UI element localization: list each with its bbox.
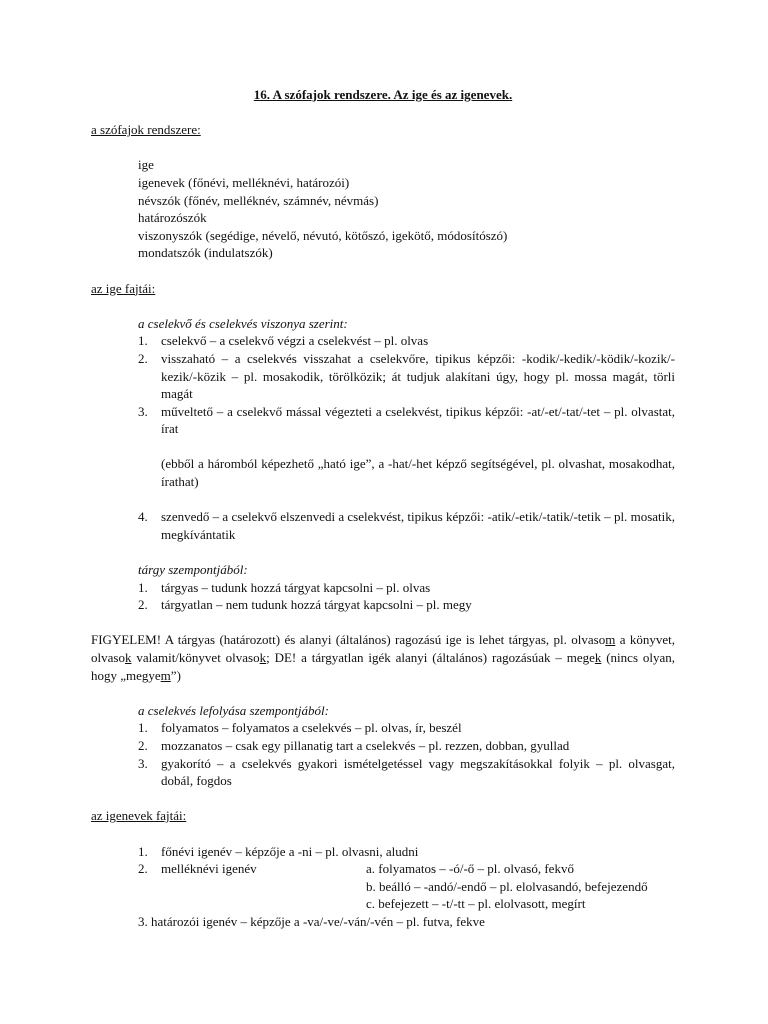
list-item [138,350,675,403]
subsection-heading-targy: tárgy szempontjából: [138,562,248,578]
list-item: ige [138,157,154,173]
list-item: mondatszók (indulatszók) [138,245,273,261]
list-text: főnévi igenév – képzője a -ni – pl. olvasni, aludni [161,843,419,859]
list-item [138,878,675,896]
list-number: 2. [138,350,148,366]
list-item: határozószók [138,210,207,226]
underlined-suffix: k [259,650,267,665]
warning-text: FIGYELEM! A tárgyas (határozott) és alanyi (általános) ragozású ige is lehet tárgyas, pl. olvaso [91,632,606,648]
list-item [138,403,675,438]
list-text: tárgyas – tudunk hozzá tárgyat kapcsolni – pl. olvas [161,579,431,595]
list-text: szenvedő – a cselekvő elszenvedi a cselekvést, tipikus képzői: -atik/-etik/-tatik/-tetik – pl. mosatik, megkívántatik [161,509,675,542]
list-item [138,737,675,755]
list-item [138,719,675,737]
list-number: 1. [138,579,148,595]
list-text: gyakorító – a cselekvés gyakori ismételgetéssel vagy megszakításokkal folyik – pl. olvasgat, dobál, fogdos [161,755,675,789]
igenevek-list [91,843,675,931]
szofajok-list [138,156,675,262]
document-page [91,86,675,931]
cselekvo-list [91,332,675,543]
underlined-suffix: m [160,667,171,683]
list-item [138,843,675,861]
list-number: 1. [138,843,148,859]
list-text: melléknévi igenév [161,861,257,877]
sub-item: a. folyamatos – -ó/-ő – pl. olvasó, fekvő [366,861,574,877]
list-item [138,508,675,543]
list-number: 3. [138,755,148,771]
list-number: 1. [138,720,148,736]
list-text: műveltető – a cselekvő mással végezteti a cselekvést, tipikus képzői: -at/-et/-tat/-tet – pl. olvastat, írat [161,403,675,437]
list-item [138,895,675,913]
list-number: 4. [138,509,148,525]
list-item [138,755,675,790]
warning-paragraph [91,631,675,684]
underlined-suffix: k [594,650,602,665]
list-text: cselekvő – a cselekvő végzi a cselekvést – pl. olvas [161,333,429,349]
list-text: mozzanatos – csak egy pillanatig tart a cselekvés – pl. rezzen, dobban, gyullad [161,737,570,753]
lefolyas-list [91,719,675,789]
list-number: 2. [138,597,148,613]
warning-text: a könyvet, olvaso [91,632,675,665]
list-number: 2. [138,737,148,753]
list-text: tárgyatlan – nem tudunk hozzá tárgyat kapcsolni – pl. megy [161,597,472,613]
sub-item: c. befejezett – -t/-tt – pl. elolvasott, megírt [366,896,586,912]
section-heading-szofajok: a szófajok rendszere: [91,122,201,138]
list-number: 3. [138,403,148,419]
page-title: 16. A szófajok rendszere. Az ige és az igenevek. [253,87,513,102]
list-text: folyamatos – folyamatos a cselekvés – pl. olvas, ír, beszél [161,720,462,736]
hato-ige-note: (ebből a háromból képezhető „ható ige”, a -hat/-het képző segítségével, pl. olvashat, mosakodhat, írathat) [161,456,675,490]
section-heading-igenevek: az igenevek fajtái: [91,808,187,824]
warning-text: ; DE! a tárgyatlan igék alanyi (általános) ragozásúak – mege [266,650,595,665]
sub-item: b. beálló – -andó/-endő – pl. elolvasandó, befejezendő [366,878,648,894]
list-item: névszók (főnév, melléknév, számnév, névmás) [138,192,379,208]
list-item: viszonyszók (segédige, névelő, névutó, kötőszó, igekötő, módosítószó) [138,227,508,243]
list-item [138,860,675,878]
list-item [138,332,675,350]
subsection-heading-cselekvo: a cselekvő és cselekvés viszonya szerint: [138,315,348,331]
underlined-suffix: k [124,650,132,665]
list-text: visszaható – a cselekvés visszahat a cselekvőre, tipikus képzői: -kodik/-kedik/-ködik/-kozik/-kezik/-közik – pl. mosakodik, törölközik; át tudjuk alakítani úgy, hogy pl. mossa magát, törli magát [161,350,675,402]
list-item: 3. határozói igenév – képzője a -va/-ve/-ván/-vén – pl. futva, fekve [138,913,485,929]
warning-text: (nincs olyan, hogy „megye [91,650,675,683]
section-heading-ige-fajtai: az ige fajtái: [91,280,156,296]
targy-list [91,579,675,614]
underlined-suffix: m [605,632,616,648]
list-number: 1. [138,333,148,349]
list-number: 2. [138,861,148,877]
list-item [138,596,675,614]
list-item: igenevek (főnévi, melléknévi, határozói) [138,174,350,190]
warning-text: valamit/könyvet olvaso [131,650,260,665]
warning-text: ”) [170,667,181,683]
subsection-heading-lefolyas: a cselekvés lefolyása szempontjából: [138,702,329,718]
list-item [138,579,675,597]
